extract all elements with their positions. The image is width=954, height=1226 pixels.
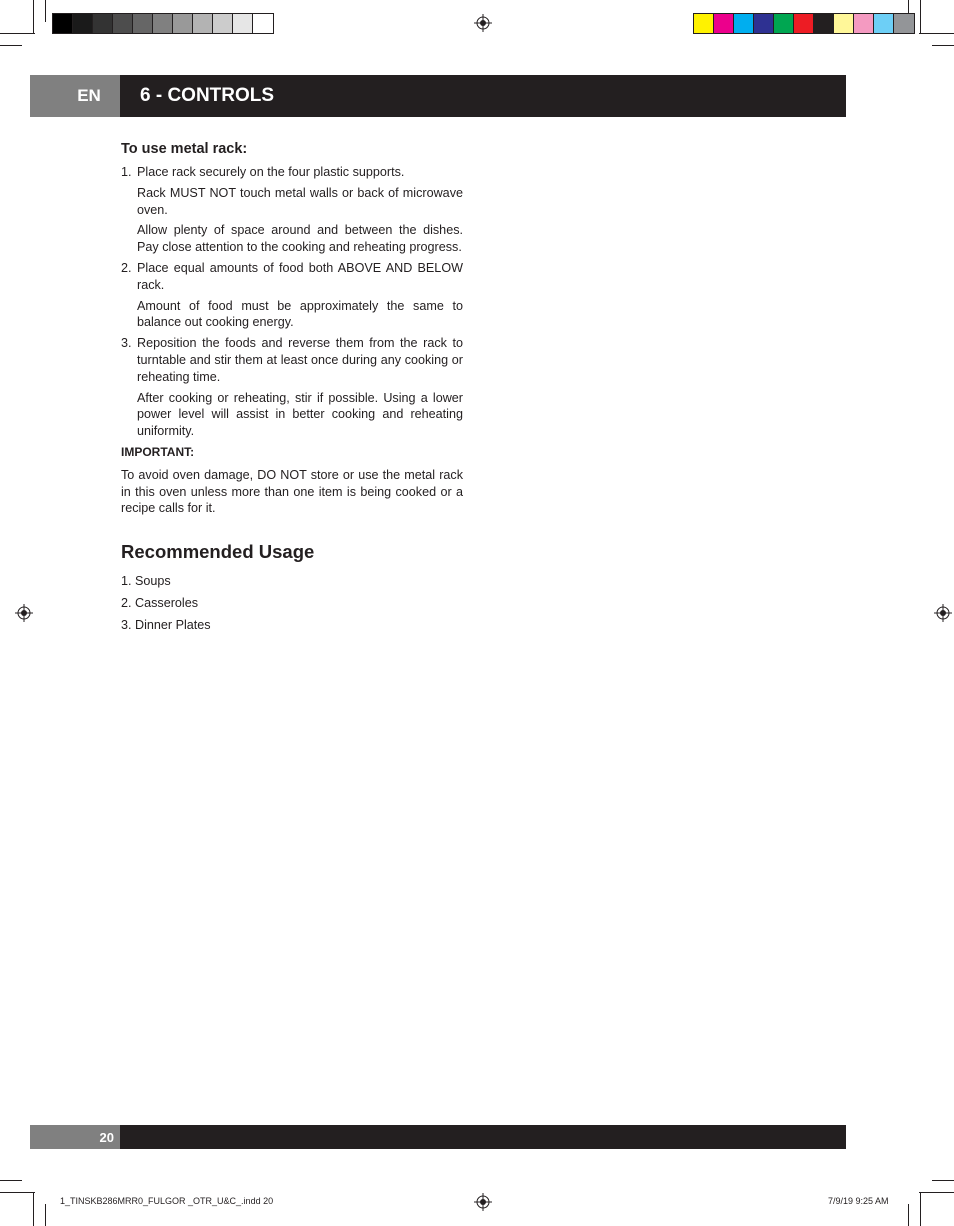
- list-note: Amount of food must be approximately the same to balance out cooking energy.: [137, 298, 463, 330]
- color-swatch: [253, 14, 273, 33]
- page-number-tab: [30, 1125, 120, 1149]
- color-swatch: [714, 14, 734, 33]
- recommended-usage-heading: Recommended Usage: [121, 541, 315, 563]
- color-swatch: [193, 14, 213, 33]
- color-swatch: [754, 14, 774, 33]
- list-item: 2. Casseroles: [121, 595, 198, 610]
- list-number: 2.: [121, 260, 132, 275]
- metal-rack-heading: To use metal rack:: [121, 141, 248, 157]
- color-swatch: [93, 14, 113, 33]
- color-swatch: [854, 14, 874, 33]
- main-content: [121, 140, 463, 639]
- list-note: Rack MUST NOT touch metal walls or back of microwave oven.: [137, 185, 463, 217]
- list-text: Place equal amounts of food both ABOVE AND BELOW rack.: [137, 260, 463, 292]
- color-swatch: [153, 14, 173, 33]
- page-number: 20: [99, 1129, 114, 1145]
- page-title: 6 - CONTROLS: [140, 85, 275, 106]
- color-swatch: [213, 14, 233, 33]
- color-swatch: [834, 14, 854, 33]
- color-swatch: [894, 14, 914, 33]
- registration-mark-icon: [474, 1193, 492, 1211]
- list-item: [121, 164, 463, 181]
- list-number: 1.: [121, 165, 132, 179]
- color-swatch: [173, 14, 193, 33]
- color-swatch: [233, 14, 253, 33]
- color-swatch: [874, 14, 894, 33]
- color-swatch: [794, 14, 814, 33]
- color-swatch: [694, 14, 714, 33]
- important-text: To avoid oven damage, DO NOT store or use the metal rack in this oven unless more than one item is being cooked or a recipe calls for it.: [121, 467, 463, 516]
- color-swatch: [814, 14, 834, 33]
- registration-mark-icon: [15, 604, 33, 622]
- timestamp: 7/9/19 9:25 AM: [828, 1196, 889, 1206]
- list-text: Place rack securely on the four plastic supports.: [137, 165, 405, 179]
- color-swatch: [774, 14, 794, 33]
- color-swatch: [113, 14, 133, 33]
- list-item: 3. Dinner Plates: [121, 617, 211, 632]
- section-header: [120, 75, 846, 117]
- color-swatch: [73, 14, 93, 33]
- list-note: After cooking or reheating, stir if possible. Using a lower power level will assist in better cooking and reheating uniformity.: [137, 390, 463, 439]
- color-swatch: [53, 14, 73, 33]
- color-swatch: [734, 14, 754, 33]
- list-item: [121, 335, 463, 385]
- registration-mark-icon: [474, 14, 492, 32]
- language-label: EN: [77, 86, 101, 105]
- list-note: Allow plenty of space around and between the dishes. Pay close attention to the cooking and reheating progress.: [137, 223, 463, 255]
- list-text: Reposition the foods and reverse them from the rack to turntable and stir them at least once during any cooking or reheating time.: [137, 336, 463, 384]
- list-item: 1. Soups: [121, 574, 171, 589]
- file-slug: 1_TINSKB286MRR0_FULGOR _OTR_U&C_.indd 20: [60, 1196, 274, 1206]
- list-item: [121, 260, 463, 294]
- color-swatch-bar: [693, 13, 915, 34]
- registration-mark-icon: [934, 604, 952, 622]
- grayscale-swatch-bar: [52, 13, 274, 34]
- list-number: 3.: [121, 336, 132, 351]
- footer-bar: [120, 1125, 846, 1149]
- color-swatch: [133, 14, 153, 33]
- language-tab: [30, 75, 120, 117]
- important-label: IMPORTANT:: [121, 444, 195, 459]
